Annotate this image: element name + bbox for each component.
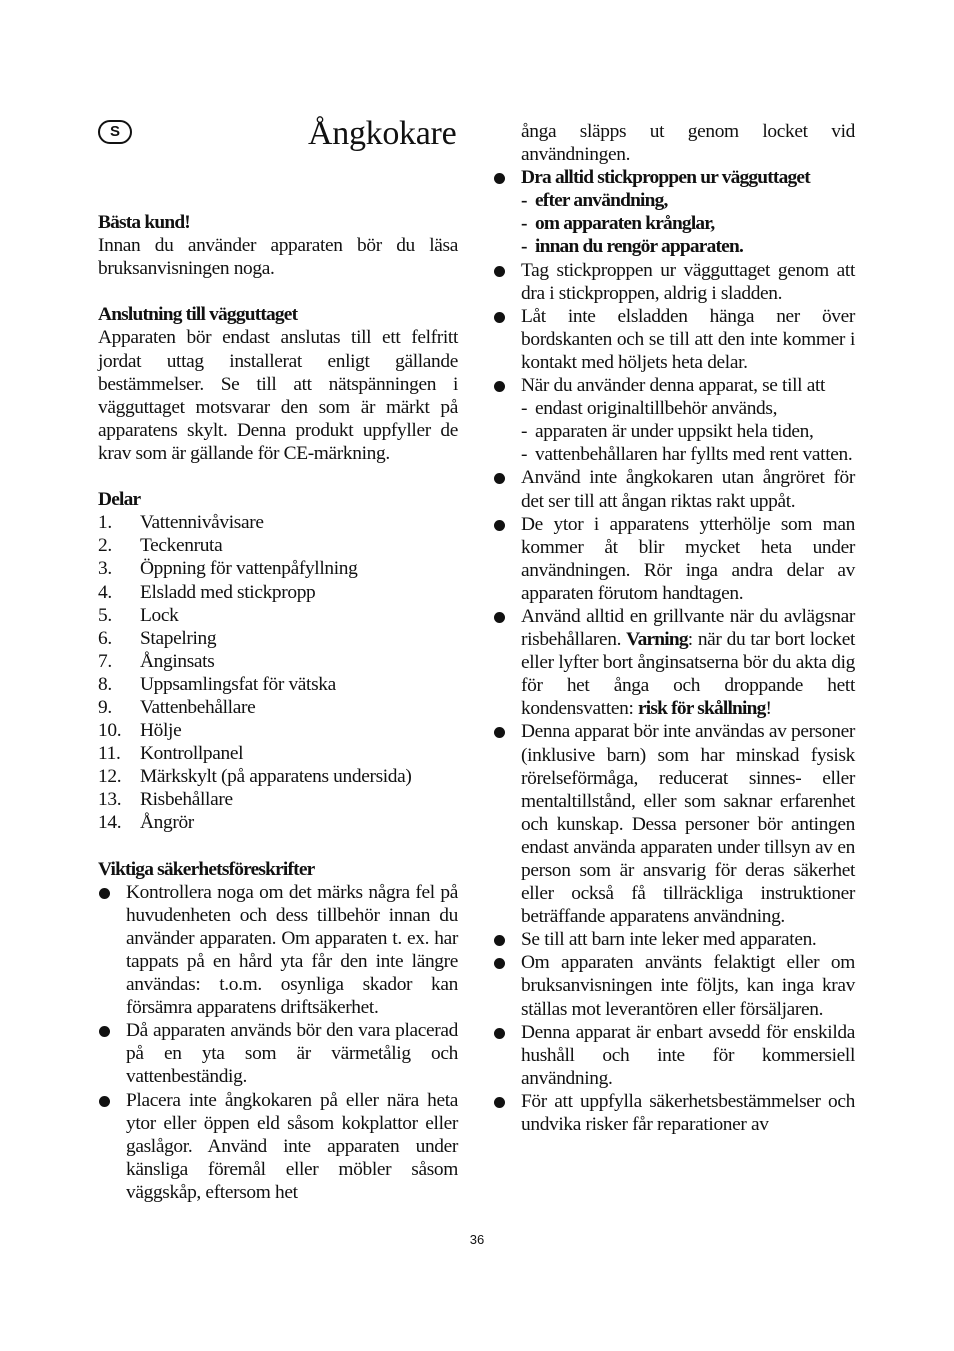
language-badge: S — [98, 120, 132, 144]
parts-list-item — [98, 557, 458, 580]
intro-heading: Bästa kund! — [98, 212, 190, 233]
safety-list-right — [493, 166, 855, 1136]
part-label: Lock — [140, 604, 179, 626]
part-number: 13. — [98, 789, 122, 811]
parts-list-item — [98, 650, 458, 673]
part-label: Hölje — [140, 720, 182, 742]
part-label: Vattennivåvisare — [140, 512, 264, 534]
page-title: Ångkokare — [308, 115, 457, 152]
when-using-accessories: - endast originaltillbehör används, — [521, 397, 855, 420]
parts-list-item — [98, 511, 458, 534]
safety-item-pull-plug: Tag stickproppen ur vägguttaget genom att dra i stickproppen, aldrig i sladden. — [493, 259, 855, 305]
part-number: 10. — [98, 720, 122, 742]
part-number: 14. — [98, 812, 122, 834]
safety-list-left — [98, 881, 458, 1204]
safety-item-surface: Då apparaten används bör den vara placerad på en yta som är värmetålig och vattenbeständig. — [98, 1019, 458, 1088]
unplug-cleaning: - innan du rengör apparaten. — [521, 235, 855, 258]
scald-risk: risk för skållning — [638, 698, 766, 720]
when-using-water: - vattenbehållaren har fyllts med rent vatten. — [521, 443, 855, 466]
part-label: Teckenruta — [140, 535, 223, 557]
part-number: 9. — [98, 696, 112, 718]
part-number: 5. — [98, 604, 112, 626]
parts-list-item — [98, 627, 458, 650]
part-number: 7. — [98, 650, 112, 672]
parts-list-item — [98, 765, 458, 788]
part-label: Vattenbehållare — [140, 696, 256, 718]
when-using-lead: När du använder denna apparat, se till att — [521, 375, 826, 397]
part-number: 8. — [98, 673, 112, 695]
safety-item-placement: Placera inte ångkokaren på eller nära heta ytor eller öppen eld såsom kokplattor eller gaslågor. Använd inte apparaten under känsliga föremål eller möbler såsom väggskåp, eftersom het — [98, 1089, 458, 1204]
intro-section — [98, 211, 458, 280]
safety-heading: Viktiga säkerhetsföreskrifter — [98, 858, 315, 880]
part-label: Elsladd med stickpropp — [140, 581, 316, 603]
parts-heading: Delar — [98, 489, 141, 511]
safety-item-steam-pipe: Använd inte ångkokaren utan ångröret för det ser till att ångan riktas rakt uppåt. — [493, 466, 855, 512]
part-label: Uppsamlingsfat för vätska — [140, 673, 336, 695]
when-using-supervised: - apparaten är under uppsikt hela tiden, — [521, 420, 855, 443]
part-label: Risbehållare — [140, 789, 233, 811]
safety-item-children: Se till att barn inte leker med apparaten. — [493, 928, 855, 951]
part-label: Märkskylt (på apparatens undersida) — [140, 766, 412, 788]
part-number: 4. — [98, 581, 112, 603]
part-number: 1. — [98, 512, 112, 534]
safety-item-cord: Låt inte elsladden hänga ner över bordskanten och se till att den inte kommer i kontakt med höljets heta delar. — [493, 305, 855, 374]
connection-section — [98, 303, 458, 465]
connection-heading: Anslutning till vägguttaget — [98, 304, 298, 326]
warning-word: Varning — [626, 629, 688, 651]
part-label: Öppning för vattenpåfyllning — [140, 558, 358, 580]
parts-list-item — [98, 673, 458, 696]
safety-item-when-using — [493, 374, 855, 466]
parts-list-item — [98, 719, 458, 742]
placement-continued: ånga släpps ut genom locket vid användningen. — [521, 121, 855, 166]
page-number: 36 — [469, 1232, 485, 1247]
unplug-after-use: - efter användning, — [521, 189, 855, 212]
part-number: 12. — [98, 766, 122, 788]
safety-item-repairs: För att uppfylla säkerhetsbestämmelser och undvika risker får reparationer av — [493, 1090, 855, 1136]
parts-list-item — [98, 696, 458, 719]
oven-glove-text-a: Använd alltid en grillvante när du avlägsnar risbehållaren. — [521, 605, 855, 651]
safety-item-inspect: Kontrollera noga om det märks några fel på huvudenheten och dess tillbehör innan du använder apparaten. Om apparaten t. ex. har tappats på en hård yta får den inte längre användas: t.o.m. osynliga skador kan försämra apparatens driftsäkerhet. — [98, 881, 458, 1020]
parts-list — [98, 511, 458, 834]
parts-list-item — [98, 534, 458, 557]
part-number: 3. — [98, 558, 112, 580]
part-number: 11. — [98, 743, 121, 765]
parts-list-item — [98, 788, 458, 811]
safety-item-hot-surfaces: De ytor i apparatens ytterhölje som man kommer åt blir mycket heta under användningen. Rör inga andra delar av apparaten förutom handtagen. — [493, 513, 855, 605]
unplug-malfunction: - om apparaten krånglar, — [521, 212, 855, 235]
safety-item-persons: Denna apparat bör inte användas av personer (inklusive barn) som har minskad fysisk rörelseförmåga, reducerat sinnes- eller mentaltillstånd, eller som saknar erfarenhet och kunskap. Dessa personer bör antingen endast använda apparaten under tillsyn av en person som är ansvarig för deras säkerhet eller också få tillräckliga instruktioner beträffande apparatens användning. — [493, 720, 855, 928]
parts-list-item — [98, 811, 458, 834]
part-label: Ånginsats — [140, 650, 215, 672]
parts-list-item — [98, 581, 458, 604]
part-label: Kontrollpanel — [140, 743, 244, 765]
right-column — [493, 120, 855, 1136]
oven-glove-end: ! — [765, 698, 772, 720]
safety-item-oven-glove — [493, 605, 855, 720]
parts-list-item — [98, 742, 458, 765]
safety-item-misuse: Om apparaten använts felaktigt eller om bruksanvisningen inte följts, kan inga krav ställas mot leverantören eller försäljaren. — [493, 951, 855, 1020]
left-column — [98, 211, 458, 1204]
part-label: Ångrör — [140, 812, 194, 834]
part-number: 6. — [98, 627, 112, 649]
connection-text: Apparaten bör endast anslutas till ett felfritt jordat uttag installerat enligt gällande bestämmelser. Se till att nätspänningen i vägguttaget motsvarar den som är märkt på apparatens skylt. Denna produkt uppfyller de krav som är gällande för CE-märkning. — [98, 327, 458, 464]
parts-list-item — [98, 604, 458, 627]
intro-text: Innan du använder apparaten bör du läsa bruksanvisningen noga. — [98, 235, 458, 280]
safety-item-unplug — [493, 166, 855, 258]
part-label: Stapelring — [140, 627, 217, 649]
oven-glove-text-b: : när du tar bort locket eller lyfter bort ånginsatserna bör du akta dig för het ånga och droppande hett kondensvatten: — [521, 629, 855, 720]
safety-item-household: Denna apparat är enbart avsedd för enskilda hushåll och inte för kommersiell användning. — [493, 1021, 855, 1090]
unplug-lead: Dra alltid stickproppen ur vägguttaget — [521, 167, 810, 189]
part-number: 2. — [98, 535, 112, 557]
